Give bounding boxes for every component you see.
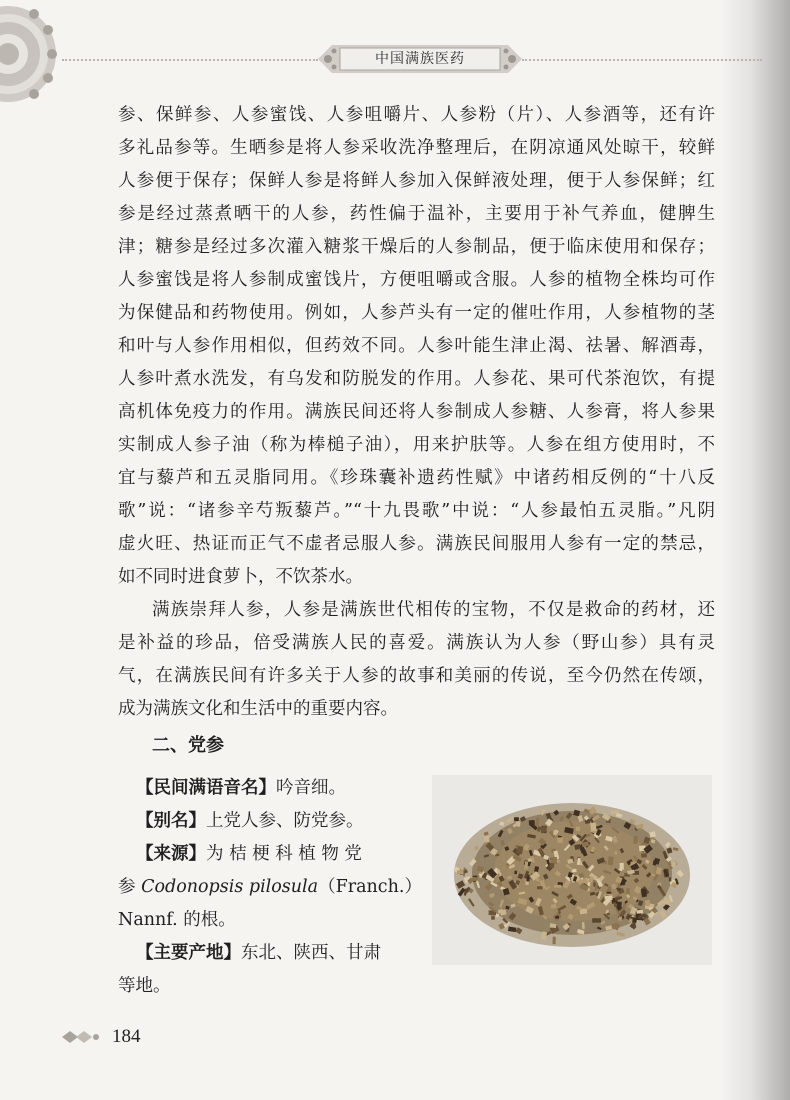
herb-slice	[592, 918, 601, 923]
entry-origin-cont	[118, 971, 171, 1001]
herb-slice	[551, 857, 557, 864]
page-number: 184	[112, 1026, 141, 1047]
herb-slice	[557, 837, 563, 843]
herb-slice	[636, 910, 643, 914]
herb-slice	[552, 937, 555, 945]
herb-slice	[629, 918, 632, 922]
entry-label: 【民间满语音名】	[136, 778, 276, 798]
entry-folk-name	[136, 773, 346, 803]
herb-slice	[626, 888, 630, 894]
body-text-line: 高机体免疫力的作用。满族民间还将人参制成人参糖、人参膏，将人参果	[118, 402, 715, 422]
herb-slice	[669, 877, 672, 881]
herb-slice	[555, 916, 559, 919]
herb-slice	[618, 916, 622, 921]
entry-value: Nannf. 的根。	[118, 910, 236, 930]
herb-slice	[514, 817, 519, 821]
herb-slice	[574, 844, 581, 850]
entry-value: 上党人参、防党参。	[206, 811, 364, 831]
codonopsis-photo	[432, 775, 712, 965]
body-text-line: 是补益的珍品，倍受满族人民的喜爱。满族认为人参（野山参）具有灵	[118, 633, 715, 653]
herb-slice	[496, 914, 499, 918]
body-text-line: 人参蜜饯是将人参制成蜜饯片，方便咀嚼或含服。人参的植物全株均可作	[118, 270, 715, 290]
herb-slice	[605, 896, 613, 901]
body-text-line: 成为满族文化和生活中的重要内容。	[118, 699, 398, 719]
body-text-line: 宜与藜芦和五灵脂同用。《珍珠囊补遗药性赋》中诸药相反例的“十八反	[118, 468, 715, 488]
entry-value: （Franch.）	[318, 877, 422, 897]
herb-slice	[576, 826, 581, 831]
latin-name: Codonopsis pilosula	[141, 877, 319, 897]
herb-slice	[537, 886, 543, 889]
herb-slice	[514, 871, 517, 875]
entry-value: 吟音细。	[276, 778, 346, 798]
header-rule-right	[522, 59, 762, 61]
herb-slice	[554, 885, 561, 888]
entry-source-cont	[118, 905, 236, 935]
herb-slice	[641, 853, 647, 858]
body-text-line: 人参叶煮水洗发，有乌发和防脱发的作用。人参花、果可代茶泡饮，有提	[118, 369, 715, 389]
body-text-line: 津；糖参是经过多次灌入糖浆干燥后的人参制品，便于临床使用和保存；	[118, 237, 715, 257]
herb-slice	[633, 836, 638, 844]
body-text-line: 多礼品参等。生晒参是将人参采收洗净整理后，在阴凉通风处晾干，较鲜	[118, 138, 715, 158]
folio-ornament-icon	[62, 1029, 102, 1045]
body-text-line: 和叶与人参作用相似，但药效不同。人参叶能生津止渴、祛暑、解酒毒，	[118, 336, 715, 356]
herb-slice	[585, 819, 590, 824]
herb-slice	[550, 863, 555, 868]
body-text-line: 气，在满族民间有许多关于人参的故事和美丽的传说，至今仍然在传颂，	[118, 666, 715, 686]
body-text-line: 实制成人参子油（称为棒槌子油），用来护肤等。人参在组方使用时，不	[118, 435, 715, 455]
herb-slice	[645, 900, 650, 906]
entry-source	[136, 839, 362, 869]
section-heading: 二、党参	[152, 735, 224, 756]
herb-slice	[495, 854, 499, 857]
body-text-line: 歌”说：“诸参辛芍叛藜芦。”“十九畏歌”中说：“人参最怕五灵脂。”凡阴	[118, 501, 715, 521]
herb-slice	[475, 846, 479, 850]
herb-slice	[457, 870, 464, 874]
entry-label: 【别名】	[136, 811, 206, 831]
herb-slice	[607, 913, 610, 915]
entry-value: 等地。	[118, 976, 171, 996]
herb-slice	[612, 884, 616, 889]
entry-value: 为 桔 梗 科 植 物 党	[206, 844, 362, 864]
entry-alias	[136, 806, 364, 836]
entry-source-cont	[118, 872, 422, 902]
body-text-line: 如不同时进食萝卜，不饮茶水。	[118, 567, 363, 587]
herb-slice	[529, 820, 535, 825]
running-head-title: 中国满族医药	[375, 51, 465, 67]
body-text-line: 满族崇拜人参，人参是满族世代相传的宝物，不仅是救命的药材，还	[152, 600, 715, 620]
entry-label: 【来源】	[136, 844, 206, 864]
entry-value: 参	[118, 877, 136, 897]
entry-value: 东北、陕西、甘肃	[241, 943, 381, 963]
herb-slice	[608, 856, 614, 865]
body-text-line: 为保健品和药物使用。例如，人参芦头有一定的催吐作用，人参植物的茎	[118, 303, 715, 323]
entry-label: 【主要产地】	[136, 943, 241, 963]
corner-ornament-icon	[0, 0, 62, 112]
body-text-line: 参是经过蒸煮晒干的人参，药性偏于温补，主要用于补气养血，健脾生	[118, 204, 715, 224]
herb-slice	[590, 823, 597, 832]
herb-slice	[663, 897, 670, 905]
herb-pile-image	[432, 775, 712, 965]
page-gutter-shadow	[720, 0, 790, 1100]
body-text-line: 参、保鲜参、人参蜜饯、人参咀嚼片、人参粉（片）、人参酒等，还有许	[118, 105, 715, 125]
header-rule-left	[62, 59, 318, 61]
entry-origin	[136, 938, 381, 968]
body-text-line: 人参便于保存；保鲜人参是将鲜人参加入保鲜液处理，便于人参保鲜；红	[118, 171, 715, 191]
herb-slice	[491, 916, 495, 920]
body-text-line: 虚火旺、热证而正气不虚者忌服人参。满族民间服用人参有一定的禁忌，	[118, 534, 715, 554]
herb-slice	[620, 863, 624, 870]
herb-slice	[551, 904, 557, 909]
